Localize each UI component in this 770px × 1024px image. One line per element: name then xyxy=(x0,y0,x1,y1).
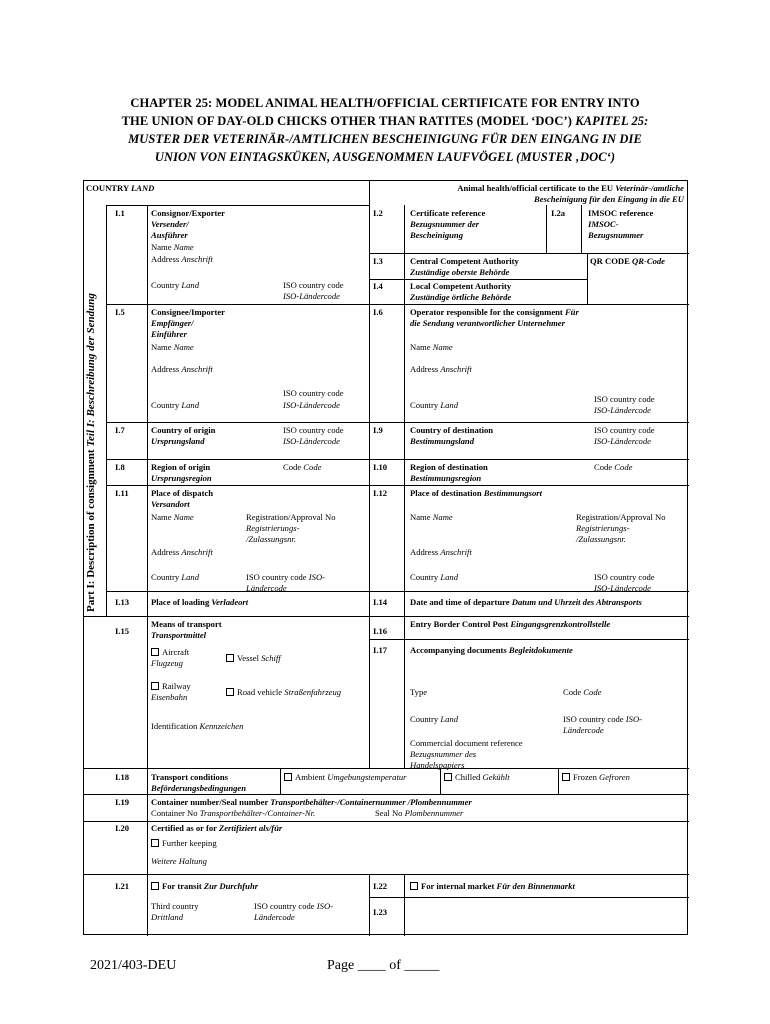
box-number-i17: I.17 xyxy=(373,645,388,655)
box-number-i1: I.1 xyxy=(115,208,125,218)
box-number-i11: I.11 xyxy=(115,488,129,498)
document-type[interactable]: Type xyxy=(410,687,428,697)
place-destination-iso-de: ISO-Ländercode xyxy=(594,583,651,593)
document-country[interactable]: Country Land xyxy=(410,714,458,724)
operator-iso-de: ISO-Ländercode xyxy=(594,405,651,415)
third-country[interactable]: Third country xyxy=(151,901,199,911)
vessel-checkbox[interactable]: Vessel Schiff xyxy=(226,653,281,665)
qr-code-label: QR CODE QR-Code xyxy=(590,256,665,266)
seal-number[interactable]: Seal No Plombennummer xyxy=(375,808,464,818)
destination-iso-de: ISO-Ländercode xyxy=(594,436,651,446)
page-counter: Page ____ of _____ xyxy=(327,958,440,973)
dispatch-reg[interactable]: Registration/Approval No xyxy=(246,512,336,522)
consignee-de-1: Empfänger/ xyxy=(151,318,194,328)
destination-reg-de-1: Registrierungs- xyxy=(576,523,630,533)
certificate-header-de: Bescheinigung für den Eingang in die EU xyxy=(534,194,684,204)
region-of-origin-label: Region of origin xyxy=(151,462,211,472)
box-number-i2: I.2 xyxy=(373,208,383,218)
box-number-i15: I.15 xyxy=(115,626,130,636)
box-number-i6: I.6 xyxy=(373,307,383,317)
transport-conditions-label: Transport conditions xyxy=(151,772,228,782)
place-destination-iso[interactable]: ISO country code xyxy=(594,572,655,582)
transit-iso[interactable]: ISO country code ISO- xyxy=(254,901,334,911)
central-authority-de: Zuständige oberste Behörde xyxy=(410,267,510,277)
aircraft-de: Flugzeug xyxy=(151,658,183,668)
frozen-checkbox[interactable]: Frozen Gefroren xyxy=(562,772,630,784)
accompanying-documents-label: Accompanying documents Begleitdokumente xyxy=(410,645,573,655)
box-number-i16: I.16 xyxy=(373,626,388,636)
place-of-loading-label: Place of loading Verladeort xyxy=(151,597,249,607)
region-of-destination-de: Bestimmungsregion xyxy=(410,473,482,483)
title-line-2: THE UNION OF DAY-OLD CHICKS OTHER THAN RATITES (MODEL ‘DOC’) KAPITEL 25: xyxy=(121,114,649,128)
certificate-form xyxy=(83,180,688,935)
box-number-i19: I.19 xyxy=(115,797,130,807)
origin-iso[interactable]: ISO country code xyxy=(283,425,344,435)
consignee-iso[interactable]: ISO country code xyxy=(283,388,344,398)
region-of-origin-de: Ursprungsregion xyxy=(151,473,212,483)
consignor-label-de-1: Versender/ xyxy=(151,219,189,229)
box-number-i4: I.4 xyxy=(373,281,383,291)
title-line-3: MUSTER DER VETERINÄR-/AMTLICHEN BESCHEINIGUNG FÜR DEN EINGANG IN DIE xyxy=(128,132,642,146)
dispatch-name[interactable]: Name Name xyxy=(151,512,194,522)
ambient-checkbox[interactable]: Ambient Umgebungstemperatur xyxy=(284,772,406,784)
box-number-i14: I.14 xyxy=(373,597,388,607)
certified-as-label: Certified as or for Zertifiziert als/für xyxy=(151,823,283,833)
dispatch-reg-de-2: /Zulassungsnr. xyxy=(246,534,296,544)
commercial-document-de-2: Handelspapiers xyxy=(410,760,465,770)
aircraft-checkbox[interactable]: Aircraft xyxy=(151,647,189,659)
transport-identification[interactable]: Identification Kennzeichen xyxy=(151,721,244,731)
checkbox-icon xyxy=(226,688,234,696)
checkbox-icon xyxy=(151,648,159,656)
further-keeping-checkbox[interactable]: Further keeping xyxy=(151,838,217,850)
commercial-document-de-1: Bezugsnummer des xyxy=(410,749,477,759)
destination-reg-de-2: /Zulassungsnr. xyxy=(576,534,626,544)
local-authority-label: Local Competent Authority xyxy=(410,281,512,291)
box-number-i12: I.12 xyxy=(373,488,388,498)
checkbox-icon xyxy=(151,839,159,847)
imsoc-reference-label: IMSOC reference xyxy=(588,208,654,218)
container-number[interactable]: Container No Transportbehälter-/Container-Nr. xyxy=(151,808,316,818)
consignee-de-2: Einführer xyxy=(151,329,187,339)
country-header: COUNTRY LAND xyxy=(86,183,155,193)
operator-label-de: die Sendung verantwortlicher Unternehmer xyxy=(410,318,565,328)
dispatch-reg-de-1: Registrierungs- xyxy=(246,523,300,533)
region-origin-code[interactable]: Code Code xyxy=(283,462,322,472)
operator-address[interactable]: Address Anschrift xyxy=(410,364,472,374)
for-transit-checkbox[interactable]: For transit Zur Durchfuhr xyxy=(151,881,258,893)
document-code[interactable]: Code Code xyxy=(563,687,602,697)
destination-iso[interactable]: ISO country code xyxy=(594,425,655,435)
country-of-destination-label: Country of destination xyxy=(410,425,494,435)
container-seal-label: Container number/Seal number Transportbehälter-/Containernummer /Plombennummer xyxy=(151,797,472,807)
dispatch-address[interactable]: Address Anschrift xyxy=(151,547,213,557)
internal-market-checkbox[interactable]: For internal market Für den Binnenmarkt xyxy=(410,881,575,893)
box-number-i10: I.10 xyxy=(373,462,388,472)
consignor-iso-de: ISO-Ländercode xyxy=(283,291,340,301)
imsoc-reference-de-2: Bezugsnummer xyxy=(588,230,644,240)
dispatch-iso-de: Ländercode xyxy=(246,583,287,593)
box-number-i3: I.3 xyxy=(373,256,383,266)
consignor-label: Consignor/Exporter xyxy=(151,208,225,218)
certificate-reference-de-2: Bescheinigung xyxy=(410,230,464,240)
region-of-destination-label: Region of destination xyxy=(410,462,488,472)
box-number-i22: I.22 xyxy=(373,881,388,891)
document-title xyxy=(80,94,690,166)
transit-iso-de: Ländercode xyxy=(254,912,295,922)
consignee-label: Consignee/Importer xyxy=(151,307,225,317)
consignor-label-de-2: Ausführer xyxy=(151,230,188,240)
checkbox-icon xyxy=(562,773,570,781)
consignor-country[interactable]: Country Land xyxy=(151,280,199,290)
box-number-i7: I.7 xyxy=(115,425,125,435)
box-number-i8: I.8 xyxy=(115,462,125,472)
destination-name[interactable]: Name Name xyxy=(410,512,453,522)
dispatch-country[interactable]: Country Land xyxy=(151,572,199,582)
part-one-side-label: Part I: Description of consignment Teil I: Beschreibung der Sendung xyxy=(85,293,97,612)
chilled-checkbox[interactable]: Chilled Gekühlt xyxy=(444,772,510,784)
consignee-country[interactable]: Country Land xyxy=(151,400,199,410)
destination-country[interactable]: Country Land xyxy=(410,572,458,582)
region-destination-code[interactable]: Code Code xyxy=(594,462,633,472)
box-number-i5: I.5 xyxy=(115,307,125,317)
document-iso-de: Ländercode xyxy=(563,725,604,735)
operator-iso[interactable]: ISO country code xyxy=(594,394,655,404)
consignor-name[interactable]: Name Name xyxy=(151,242,194,252)
origin-iso-de: ISO-Ländercode xyxy=(283,436,340,446)
box-number-i20: I.20 xyxy=(115,823,130,833)
title-line-1: CHAPTER 25: MODEL ANIMAL HEALTH/OFFICIAL CERTIFICATE FOR ENTRY INTO xyxy=(130,96,640,110)
box-number-i9: I.9 xyxy=(373,425,383,435)
local-authority-de: Zuständige örtliche Behörde xyxy=(410,292,512,302)
departure-label: Date and time of departure Datum und Uhrzeit des Abtransports xyxy=(410,597,642,607)
destination-reg[interactable]: Registration/Approval No xyxy=(576,512,666,522)
certificate-reference-label: Certificate reference xyxy=(410,208,486,218)
checkbox-icon xyxy=(151,682,159,690)
border-control-post-label: Entry Border Control Post Eingangsgrenzkontrollstelle xyxy=(410,619,611,629)
consignee-iso-de: ISO-Ländercode xyxy=(283,400,340,410)
operator-label: Operator responsible for the consignment Für xyxy=(410,307,579,317)
railway-de: Eisenbahn xyxy=(151,692,188,702)
means-of-transport-de: Transportmittel xyxy=(151,630,207,640)
checkbox-icon xyxy=(151,882,159,890)
railway-checkbox[interactable]: Railway xyxy=(151,681,191,693)
title-line-4: UNION VON EINTAGSKÜKEN, AUSGENOMMEN LAUFVÖGEL (MUSTER ‚DOC‘) xyxy=(154,150,616,164)
certificate-reference-de-1: Bezugsnummer der xyxy=(410,219,480,229)
box-number-i13: I.13 xyxy=(115,597,130,607)
commercial-document-reference[interactable]: Commercial document reference xyxy=(410,738,523,748)
box-number-i18: I.18 xyxy=(115,772,130,782)
place-of-dispatch-label: Place of dispatch xyxy=(151,488,214,498)
box-number-i23: I.23 xyxy=(373,907,388,917)
checkbox-icon xyxy=(410,882,418,890)
destination-address[interactable]: Address Anschrift xyxy=(410,547,472,557)
imsoc-reference-de-1: IMSOC- xyxy=(588,219,619,229)
checkbox-icon xyxy=(284,773,292,781)
document-iso[interactable]: ISO country code ISO- xyxy=(563,714,643,724)
operator-name[interactable]: Name Name xyxy=(410,342,453,352)
checkbox-icon xyxy=(226,654,234,662)
country-of-destination-de: Bestimmungsland xyxy=(410,436,474,446)
box-number-i21: I.21 xyxy=(115,881,130,891)
document-code: 2021/403-DEU xyxy=(90,958,177,973)
central-authority-label: Central Competent Authority xyxy=(410,256,519,266)
dispatch-iso[interactable]: ISO country code ISO- xyxy=(246,572,326,582)
consignor-iso[interactable]: ISO country code xyxy=(283,280,344,290)
country-of-origin-de: Ursprungsland xyxy=(151,436,205,446)
box-number-i2a: I.2a xyxy=(551,208,566,218)
transport-conditions-de: Beförderungsbedingungen xyxy=(151,783,247,793)
certificate-header: Animal health/official certificate to the EU Veterinär-/amtliche xyxy=(457,183,684,193)
place-of-destination-label: Place of destination Bestimmungsort xyxy=(410,488,543,498)
consignee-name[interactable]: Name Name xyxy=(151,342,194,352)
checkbox-icon xyxy=(444,773,452,781)
operator-country[interactable]: Country Land xyxy=(410,400,458,410)
place-of-dispatch-de: Versandort xyxy=(151,499,190,509)
means-of-transport-label: Means of transport xyxy=(151,619,222,629)
road-vehicle-checkbox[interactable]: Road vehicle Straßenfahrzeug xyxy=(226,687,341,699)
consignee-address[interactable]: Address Anschrift xyxy=(151,364,213,374)
third-country-de: Drittland xyxy=(151,912,183,922)
consignor-address[interactable]: Address Anschrift xyxy=(151,254,213,264)
further-keeping-de: Weitere Haltung xyxy=(151,856,207,866)
country-of-origin-label: Country of origin xyxy=(151,425,216,435)
